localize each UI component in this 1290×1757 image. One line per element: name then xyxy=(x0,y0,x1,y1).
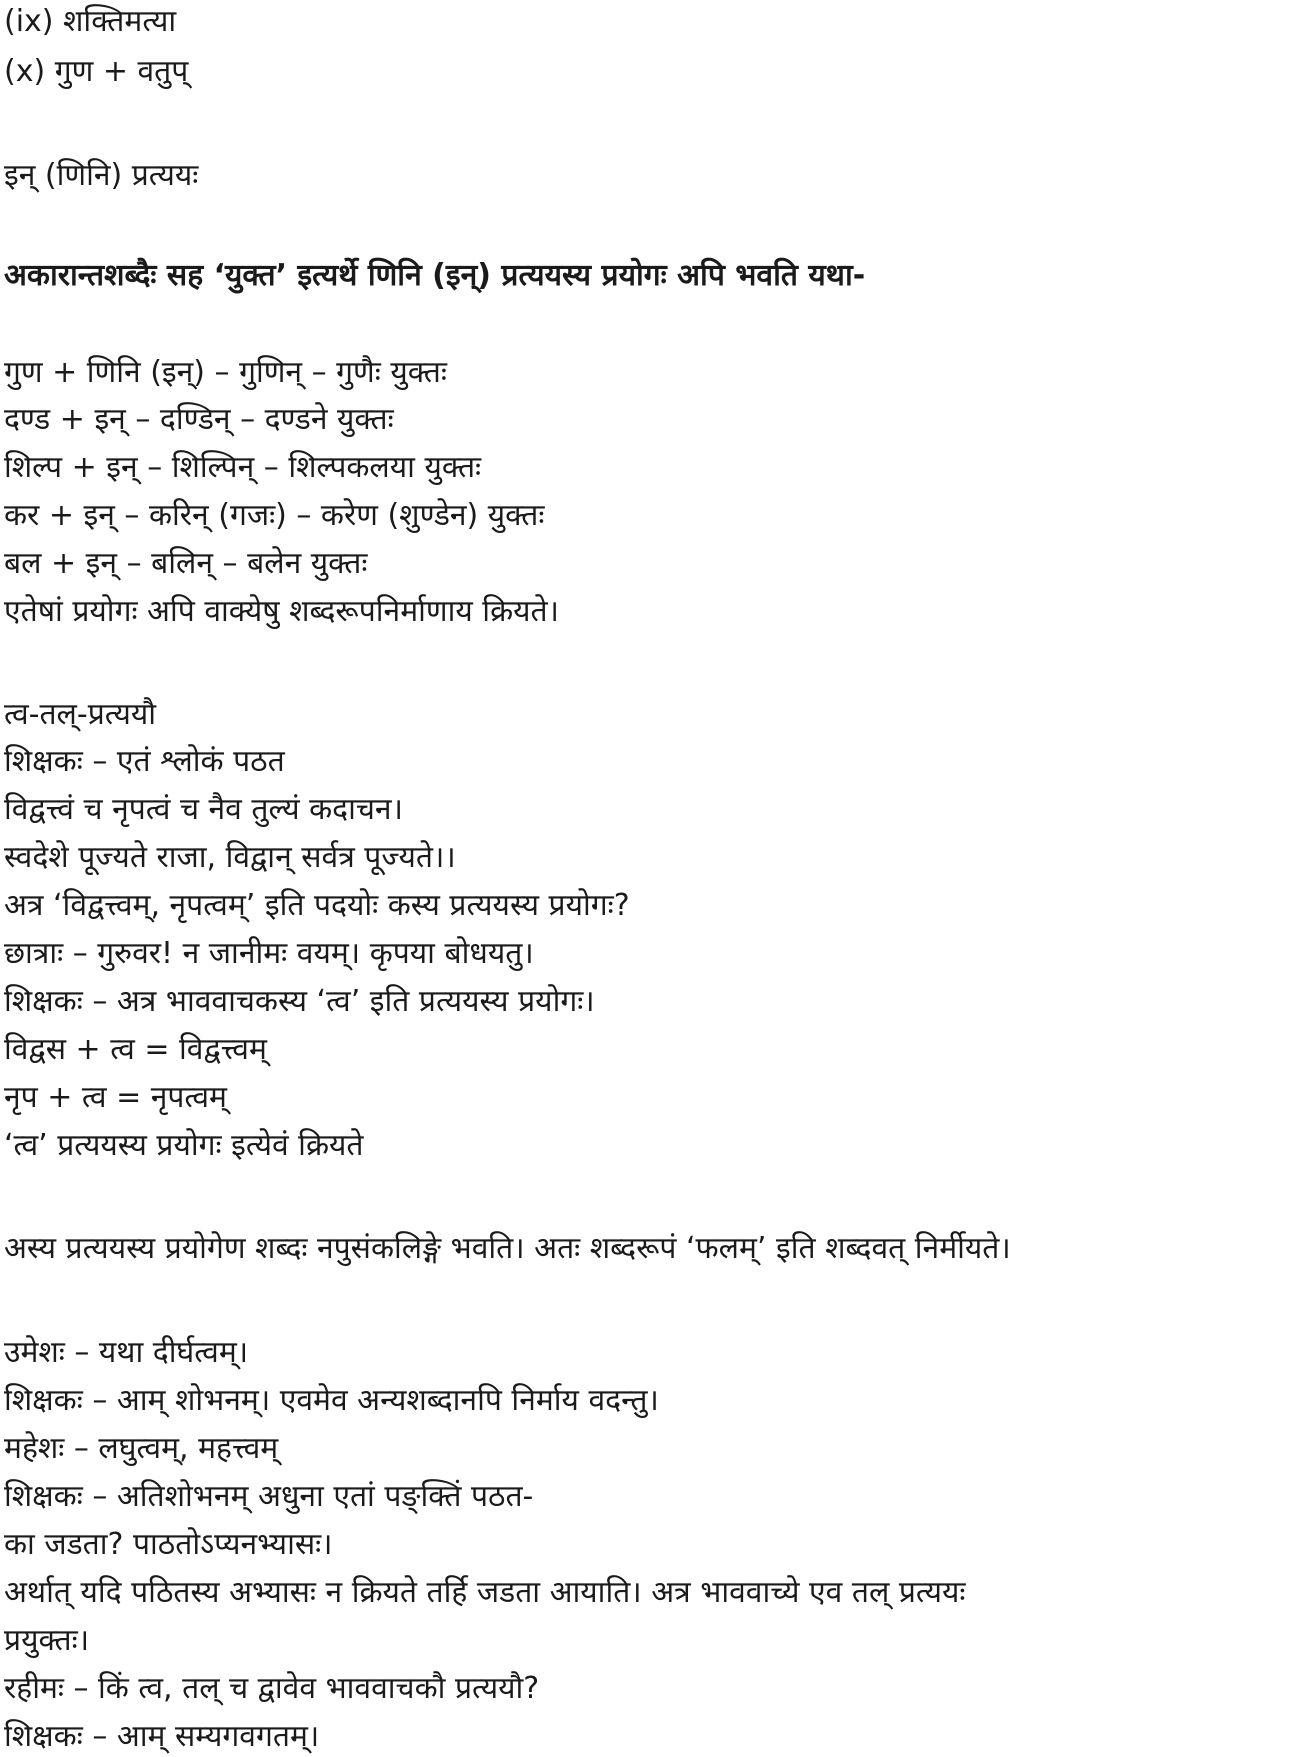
example-line: गुण + णिनि (इन्) – गुणिन् – गुणैः युक्तः xyxy=(4,355,447,390)
dialogue-line: शिक्षकः – आम् शोभनम्। एवमेव अन्यशब्दानपि निर्माय वदन्तु। xyxy=(4,1383,659,1418)
dialogue-line: शिक्षकः – एतं श्लोकं पठत xyxy=(4,744,285,779)
dialogue-line: रहीमः – किं त्व, तल् च द्वावेव भाववाचकौ प्रत्ययौ? xyxy=(4,1671,540,1706)
dialogue-line: उमेशः – यथा दीर्घत्वम्। xyxy=(4,1335,249,1370)
paragraph: अर्थात् यदि पठितस्य अभ्यासः न क्रियते तर्हि जडता आयाति। अत्र भाववाच्ये एव तल् प्रत्ययः xyxy=(4,1575,966,1610)
formula-line: नृप + त्व = नृपत्वम् xyxy=(4,1080,227,1115)
item-ix: (ix) शक्तिमत्या xyxy=(4,4,177,39)
dialogue-line: छात्राः – गुरुवर! न जानीमः वयम्। कृपया बोधयतु। xyxy=(4,936,534,971)
verse-line: का जडता? पाठतोऽप्यनभ्यासः। xyxy=(4,1527,333,1562)
item-x: (x) गुण + वतुप् xyxy=(4,54,189,89)
paragraph: अस्य प्रत्ययस्य प्रयोगेण शब्दः नपुसंकलिङ्गे भवति। अतः शब्दरूपं ‘फलम्’ इति शब्दवत् निर्मीयते। xyxy=(4,1231,1011,1266)
dialogue-line: महेशः – लघुत्वम्, महत्त्वम् xyxy=(4,1431,279,1466)
example-note: एतेषां प्रयोगः अपि वाक्येषु शब्दरूपनिर्माणाय क्रियते। xyxy=(4,594,559,629)
section-heading-in: इन् (णिनि) प्रत्ययः xyxy=(4,158,199,193)
example-line: शिल्प + इन् – शिल्पिन् – शिल्पकलया युक्तः xyxy=(4,450,482,485)
verse-line: विद्वत्त्वं च नृपत्वं च नैव तुल्यं कदाचन। xyxy=(4,792,403,827)
verse-line: स्वदेशे पूज्यते राजा, विद्वान् सर्वत्र पूज्यते।। xyxy=(4,840,456,875)
rule-statement: अकारान्तशब्दैः सह ‘युक्त’ इत्यर्थे णिनि (इन्) प्रत्ययस्य प्रयोगः अपि भवति यथा- xyxy=(4,258,866,293)
dialogue-line: शिक्षकः – अत्र भाववाचकस्य ‘त्व’ इति प्रत्ययस्य प्रयोगः। xyxy=(4,984,595,1019)
formula-line: विद्वस + त्व = विद्वत्त्वम् xyxy=(4,1032,267,1067)
dialogue-line: अत्र ‘विद्वत्त्वम्, नृपत्वम्’ इति पदयोः कस्य प्रत्ययस्य प्रयोगः? xyxy=(4,888,630,923)
dialogue-line: शिक्षकः – आम् सम्यगवगतम्। xyxy=(4,1719,320,1754)
dialogue-line: ‘त्व’ प्रत्ययस्य प्रयोगः इत्येवं क्रियते xyxy=(4,1128,364,1163)
dialogue-line: शिक्षकः – अतिशोभनम् अधुना एतां पङ्क्तिं पठत- xyxy=(4,1479,534,1514)
example-line: कर + इन् – करिन् (गजः) – करेण (शुण्डेन) युक्तः xyxy=(4,498,545,533)
example-line: बल + इन् – बलिन् – बलेन युक्तः xyxy=(4,546,368,581)
example-line: दण्ड + इन् – दण्डिन् – दण्डने युक्तः xyxy=(4,402,394,437)
paragraph-continuation: प्रयुक्तः। xyxy=(4,1623,90,1658)
section-heading-tva-tal: त्व-तल्-प्रत्ययौ xyxy=(4,697,157,732)
